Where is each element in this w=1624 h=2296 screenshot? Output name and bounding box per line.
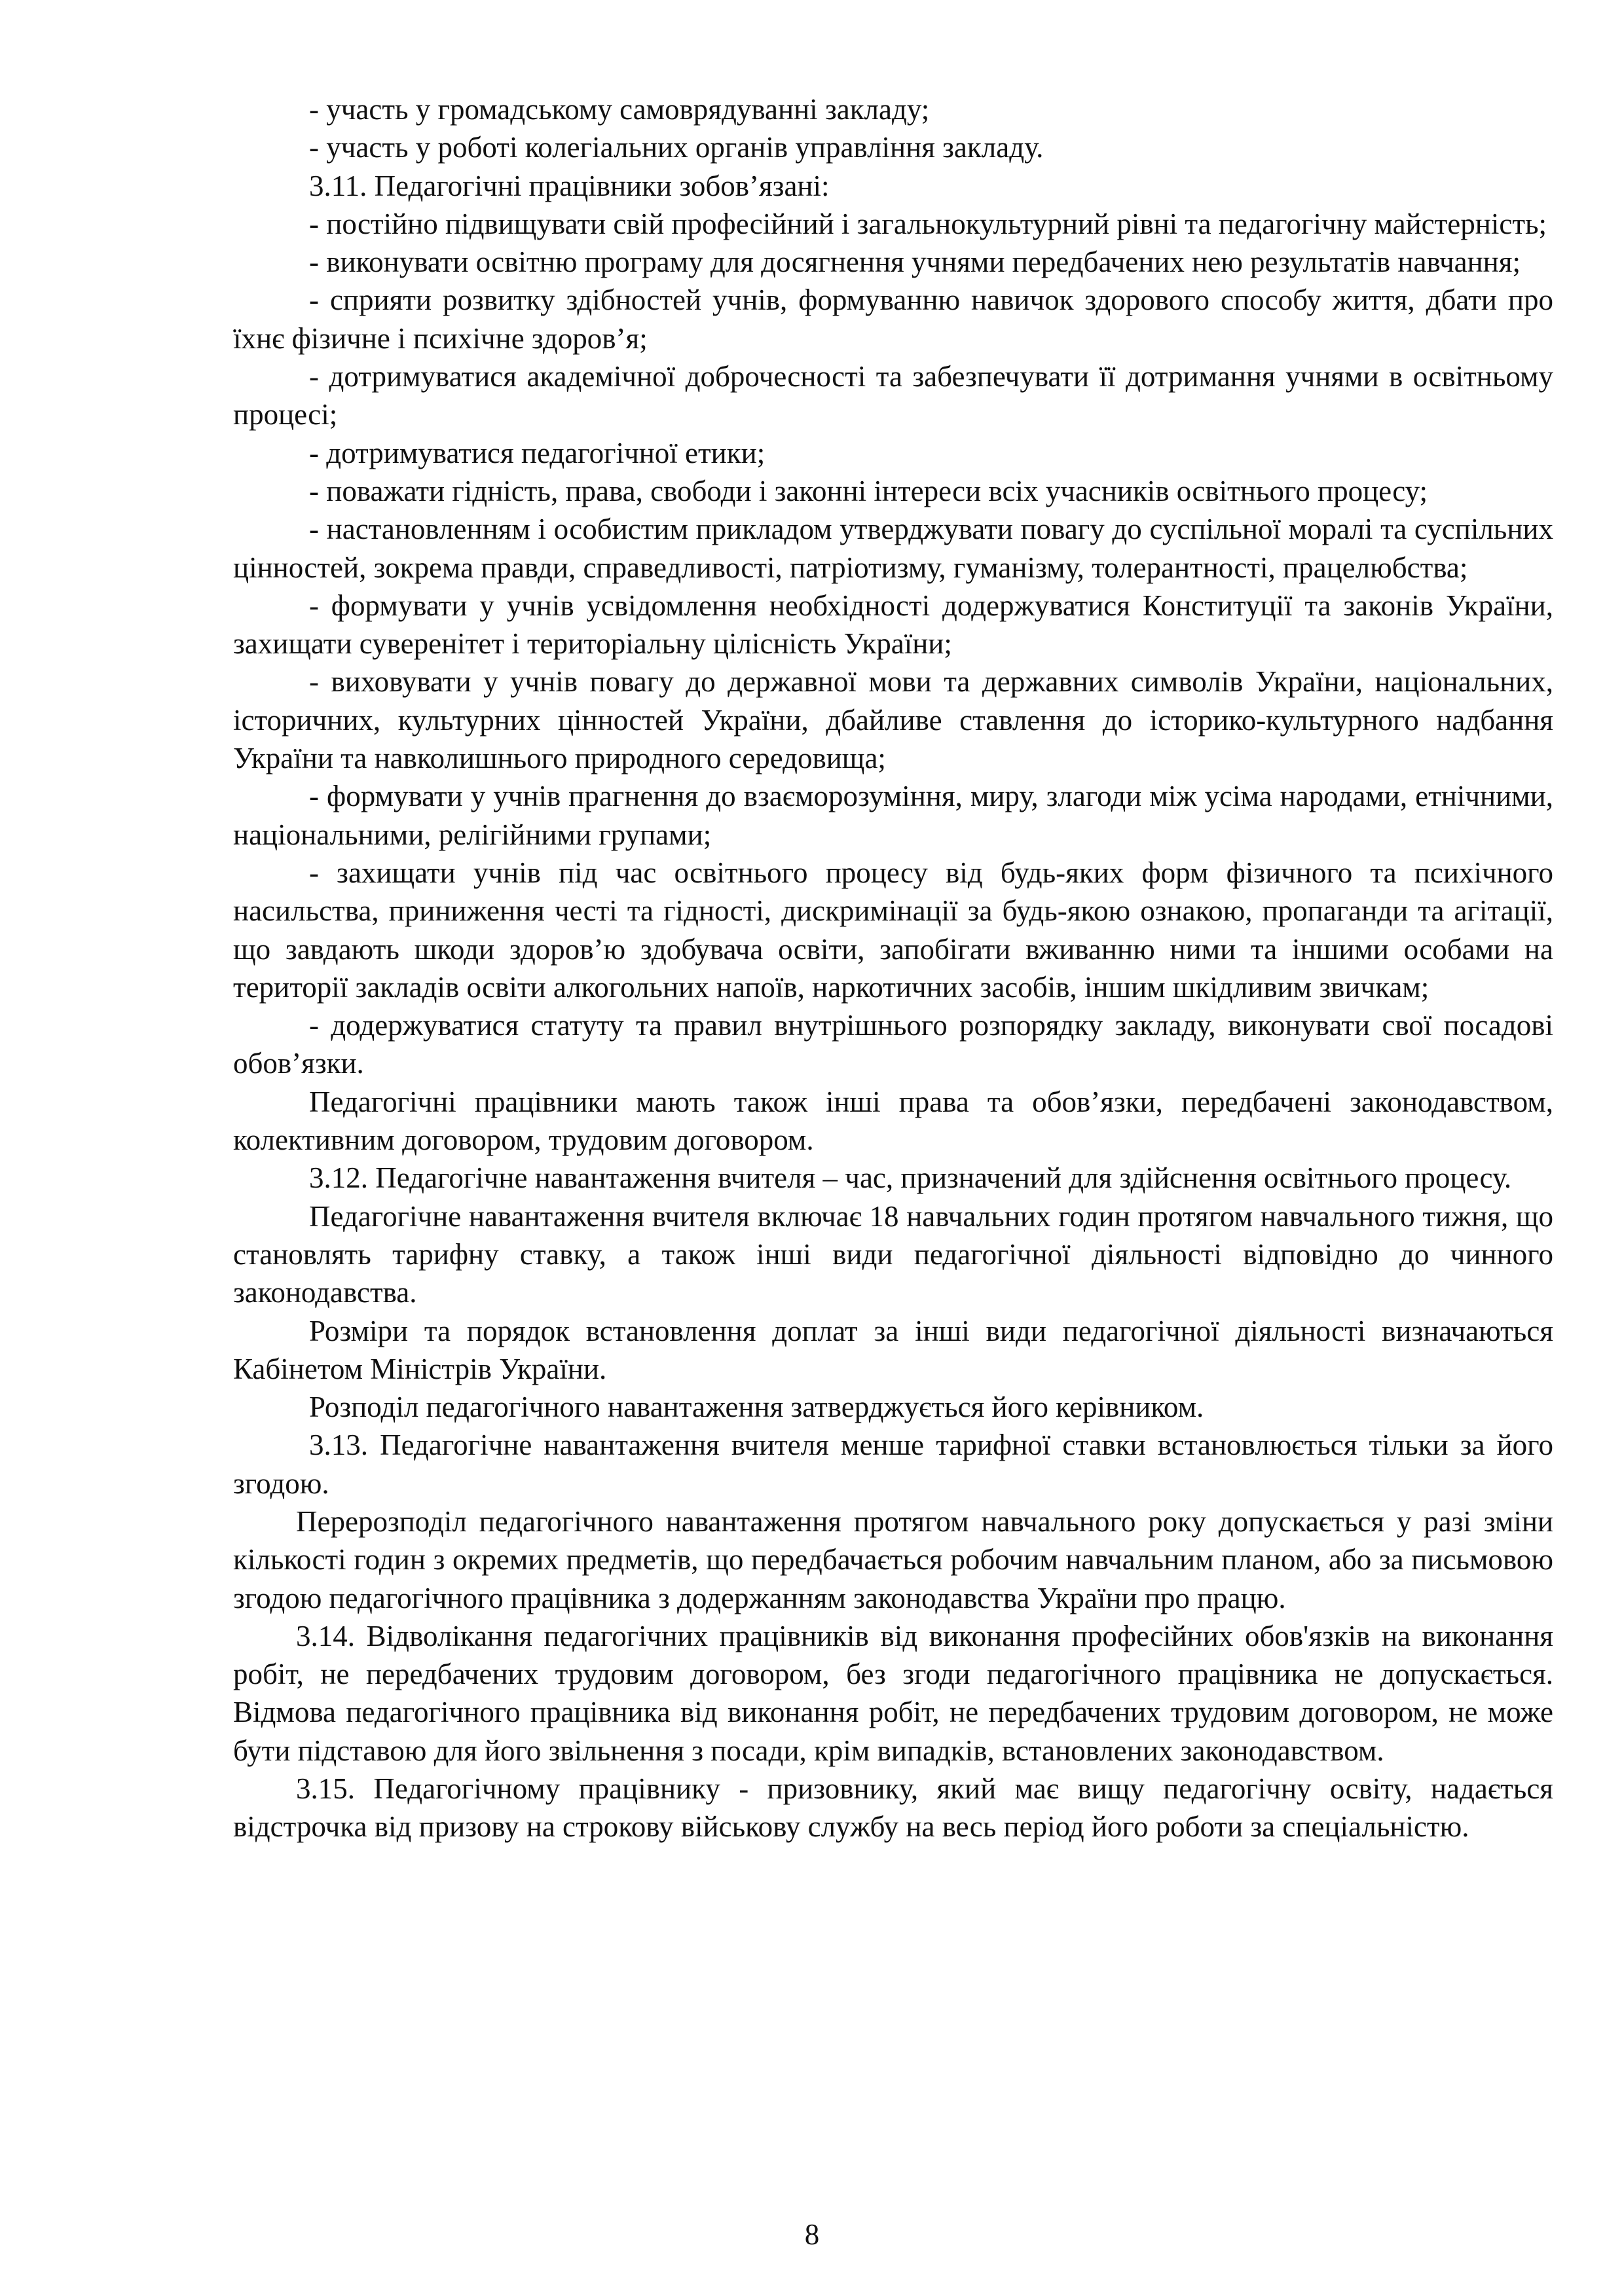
paragraph-22: Перерозподіл педагогічного навантаження протягом навчального року допускається у разі зміни кількості годин з окремих предметів, що передбачається робочим навчальним планом, або за письмовою згодою педагогічного працівника з додержанням законодавства України про працю. — [233, 1504, 1553, 1614]
paragraph-16: Педагогічні працівники мають також інші права та обов’язки, передбачені законодавством, колективним договором, трудовим договором. — [233, 1085, 1553, 1157]
section-heading-3-11: 3.11. Педагогічні працівники зобов’язані: — [309, 169, 830, 202]
section-heading-3-15: 3.15. Педагогічному працівнику - призовнику, який має вищу педагогічну освіту, надається відстрочка від призову на строкову військову службу на весь період його роботи за спеціальністю. — [233, 1772, 1553, 1844]
paragraph-13: - формувати у учнів прагнення до взаєморозуміння, миру, злагоди між усіма народами, етнічними, національними, релігійними групами; — [233, 780, 1553, 851]
section-heading-3-13: 3.13. Педагогічне навантаження вчителя менше тарифної ставки встановлюється тільки за його згодою. — [233, 1429, 1553, 1500]
paragraph-1: - участь у громадському самоврядуванні закладу; — [309, 93, 930, 126]
paragraph-20: Розподіл педагогічного навантаження затверджується його керівником. — [309, 1391, 1204, 1424]
paragraph-4: - постійно підвищувати свій професійний і загальнокультурний рівні та педагогічну майстерність; — [309, 207, 1547, 240]
paragraph-10: - настановленням і особистим прикладом утверджувати повагу до суспільної моралі та суспільних цінностей, зокрема правди, справедливості, патріотизму, гуманізму, толерантності, працелюбства; — [233, 513, 1553, 584]
paragraph-9: - поважати гідність, права, свободи і законні інтереси всіх учасників освітнього процесу; — [309, 474, 1428, 507]
paragraph-14: - захищати учнів під час освітнього процесу від будь-яких форм фізичного та психічного насильства, приниження честі та гідності, дискримінації за будь-якою ознакою, пропаганди та агітації, що завдають шкоди здоров’ю здобувача освіти, запобігати вживанню ними та іншими особами на території закладів освіти алкогольних напоїв, наркотичних засобів, іншим шкідливим звичкам; — [233, 856, 1553, 1004]
page-number: 8 — [804, 2218, 820, 2251]
paragraph-7: - дотримуватися академічної доброчесності та забезпечувати її дотримання учнями в освітньому процесі; — [233, 360, 1553, 431]
paragraph-5: - виконувати освітню програму для досягнення учнями передбачених нею результатів навчання; — [309, 246, 1521, 279]
document-body — [233, 90, 1553, 1846]
paragraph-8: - дотримуватися педагогічної етики; — [309, 436, 766, 469]
paragraph-18: Педагогічне навантаження вчителя включає 18 навчальних годин протягом навчального тижня, що становлять тарифну ставку, а також інші види педагогічної діяльності відповідно до чинного законодавства. — [233, 1199, 1553, 1309]
section-heading-3-12: 3.12. Педагогічне навантаження вчителя – час, призначений для здійснення освітнього процесу. — [309, 1161, 1512, 1195]
paragraph-12: - виховувати у учнів повагу до державної мови та державних символів України, національних, історичних, культурних цінностей України, дбайливе ставлення до історико-культурного надбання України та навколишнього природного середовища; — [233, 665, 1553, 775]
section-heading-3-14: 3.14. Відволікання педагогічних працівників від виконання професійних обов'язків на виконання робіт, не передбачених трудовим договором, без згоди педагогічного працівника не допускається. Відмова педагогічного працівника від виконання робіт, не передбачених трудовим договором, не може бути підставою для його звільнення з посади, крім випадків, встановлених законодавством. — [233, 1619, 1553, 1767]
paragraph-11: - формувати у учнів усвідомлення необхідності додержуватися Конституції та законів України, захищати суверенітет і територіальну цілісність України; — [233, 589, 1553, 661]
paragraph-15: - додержуватися статуту та правил внутрішнього розпорядку закладу, виконувати свої посадові обов’язки. — [233, 1009, 1553, 1080]
paragraph-2: - участь у роботі колегіальних органів управління закладу. — [309, 131, 1044, 164]
paragraph-6: - сприяти розвитку здібностей учнів, формуванню навичок здорового способу життя, дбати про їхнє фізичне і психічне здоров’я; — [233, 283, 1553, 355]
paragraph-19: Розміри та порядок встановлення доплат за інші види педагогічної діяльності визначаються Кабінетом Міністрів України. — [233, 1314, 1553, 1385]
